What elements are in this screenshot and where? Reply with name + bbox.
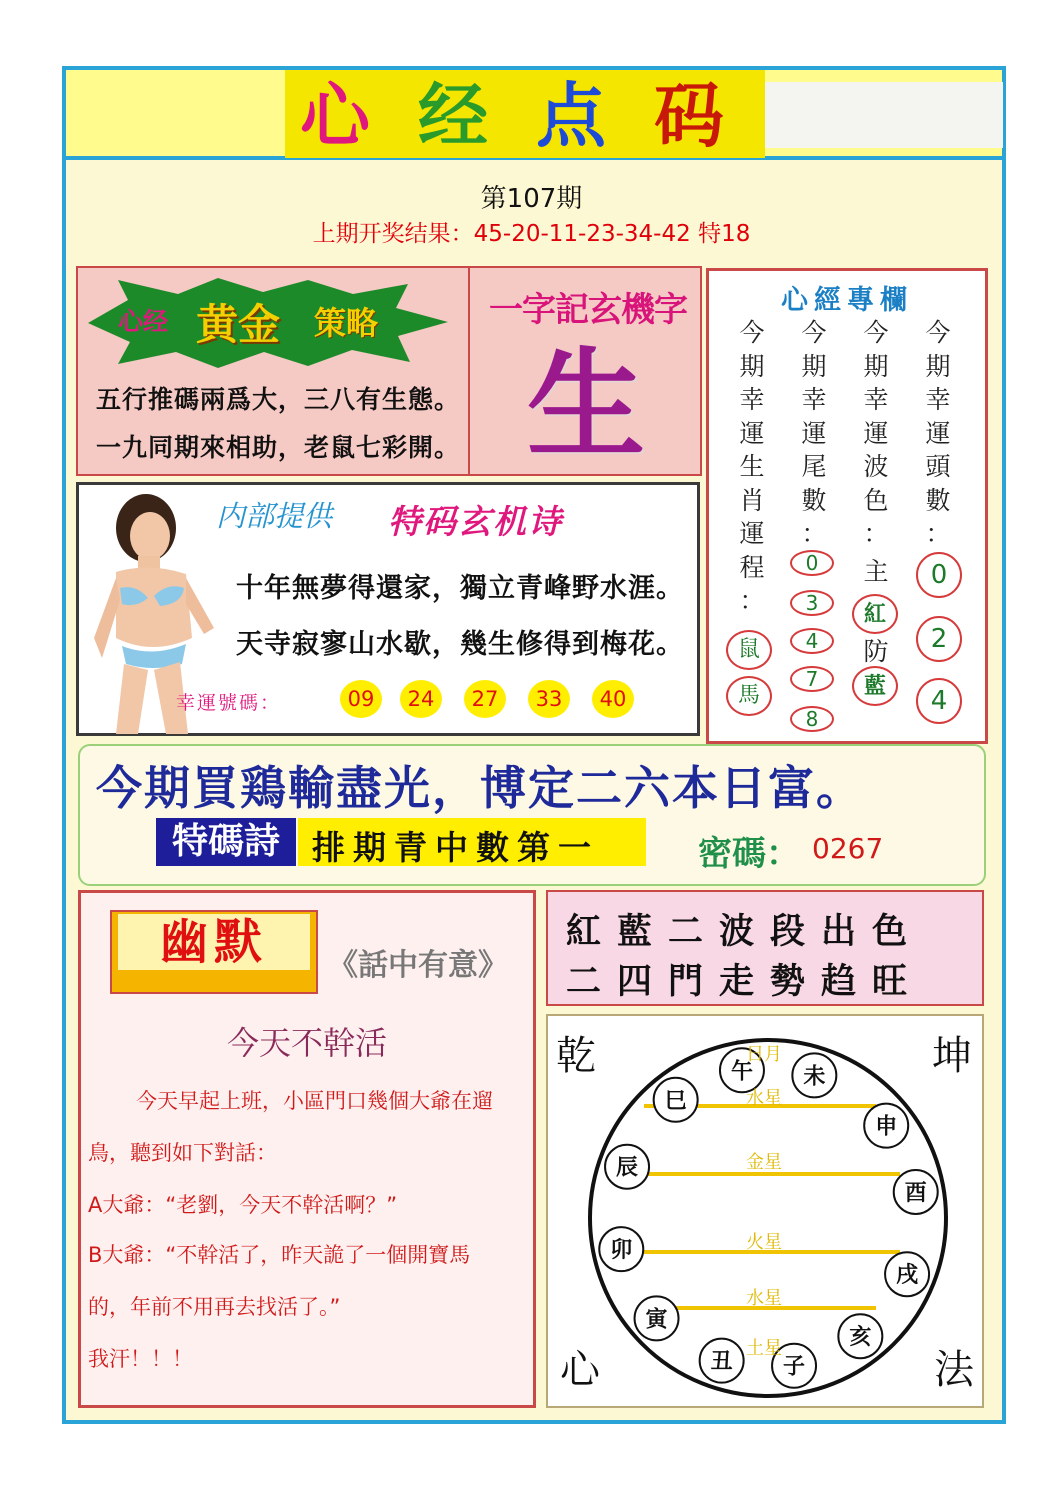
corner-kun: 坤 [932,1033,972,1079]
corner-xin: 心 [560,1347,600,1393]
tail-number: 7 [790,666,834,692]
mystery-char-title: 一字記玄機字 [489,290,687,330]
planet-label: 金星 [746,1152,782,1173]
branch-label: 戌 [896,1262,919,1289]
title-char-2: 经 [418,74,488,157]
last-result: 上期开奖结果：45-20-11-23-34-42 特18 [312,221,751,247]
mystery-char: 生 [526,336,645,474]
poem-title: 特码玄机诗 [388,502,563,541]
branch-label: 辰 [616,1154,639,1181]
branch-label: 未 [803,1063,826,1090]
column-tail-label: 今 期 幸 運 尾 數 ： [801,318,827,548]
lucky-number: 40 [592,680,634,718]
column-head-label: 今 期 幸 運 頭 數 ： [925,318,951,548]
branch-label: 酉 [904,1179,927,1206]
column-wave-label: 今 期 幸 運 波 色 ： [863,318,889,548]
joke-line: B大爺：“不幹活了，昨天詭了一個開寶馬 [88,1243,471,1267]
lucky-number: 09 [340,680,382,718]
title-char-4: 码 [654,74,724,157]
planet-label: 土星 [746,1338,782,1359]
slogan: 今期買鶏輸盡光，博定二六本日富。 [96,761,864,815]
title-char-3: 点 [536,74,606,157]
branch-label: 巳 [664,1087,687,1114]
zodiac-badge: 馬 [726,676,772,716]
wave-main-label: 主 [863,557,889,586]
golden-line-1: 五行推碼兩爲大，三八有生態。 [96,385,461,414]
humor-subtitle: 《話中有意》 [328,948,508,983]
branch-label: 卯 [610,1237,633,1264]
star-suffix: 策略 [314,304,379,342]
joke-line: 今天早起上班，小區門口幾個大爺在遛 [136,1089,493,1113]
head-number: 4 [916,678,962,724]
planet-label: 火星 [746,1232,782,1253]
column-title: 心經專欄 [781,285,913,316]
password-value: 0267 [812,832,884,865]
star-main: 黄金 [196,300,281,349]
planet-label: 水星 [746,1088,782,1109]
branch-label: 丑 [710,1348,733,1375]
lucky-label: 幸運號碼： [176,692,282,714]
branch-label: 寅 [645,1306,668,1333]
wave-main-badge: 紅 [852,594,898,634]
joke-title: 今天不幹活 [226,1024,387,1062]
tail-number: 8 [790,706,834,732]
star-prefix: 心经 [118,307,169,336]
branch-label: 亥 [849,1324,872,1351]
branch-label: 申 [875,1113,898,1140]
tail-number: 3 [790,590,834,616]
poem-provider: 内部提供 [216,499,333,533]
zodiac-badge: 鼠 [726,630,772,670]
wave-guard-label: 防 [863,637,889,666]
head-number: 0 [916,552,962,598]
poem-line-1: 十年無夢得還家，獨立青峰野水涯。 [236,573,684,604]
joke-line: 我汗！！！ [88,1347,193,1371]
planet-label: 日月 [746,1044,782,1065]
tema-text: 排期青中數第一 [312,828,599,867]
corner-qian: 乾 [556,1033,596,1079]
wave-line-2: 二四門走勢趋旺 [566,961,924,1002]
joke-line: A大爺：“老劉，今天不幹活啊？” [88,1193,398,1217]
wave-line-1: 紅藍二波段出色 [566,911,924,952]
planet-label: 水星 [746,1288,782,1309]
tema-label: 特碼詩 [156,818,296,866]
branch-label: 午 [730,1058,753,1085]
joke-line: 鳥，聽到如下對話： [88,1141,277,1165]
corner-fa: 法 [934,1347,974,1393]
wave-guard-badge: 藍 [852,666,898,706]
title-fade [765,82,1003,148]
lucky-number: 24 [400,680,442,718]
humor-badge-text: 幽默 [118,914,310,970]
tail-number: 0 [790,550,834,576]
poem-line-2: 天寺寂寥山水歇，幾生修得到梅花。 [236,629,684,660]
branch-label: 子 [783,1353,806,1380]
tail-number: 4 [790,628,834,654]
lucky-number: 27 [464,680,506,718]
lucky-number: 33 [528,680,570,718]
golden-line-2: 一九同期來相助，老鼠七彩開。 [96,433,461,462]
issue-number: 第107期 [480,184,583,214]
column-zodiac-label: 今 期 幸 運 生 肖 運 程 ： [739,318,765,615]
head-number: 2 [916,616,962,662]
title-char-1: 心 [300,74,370,157]
joke-line: 的，年前不用再去找活了。” [88,1295,341,1319]
password-label: 密碼： [698,834,800,874]
